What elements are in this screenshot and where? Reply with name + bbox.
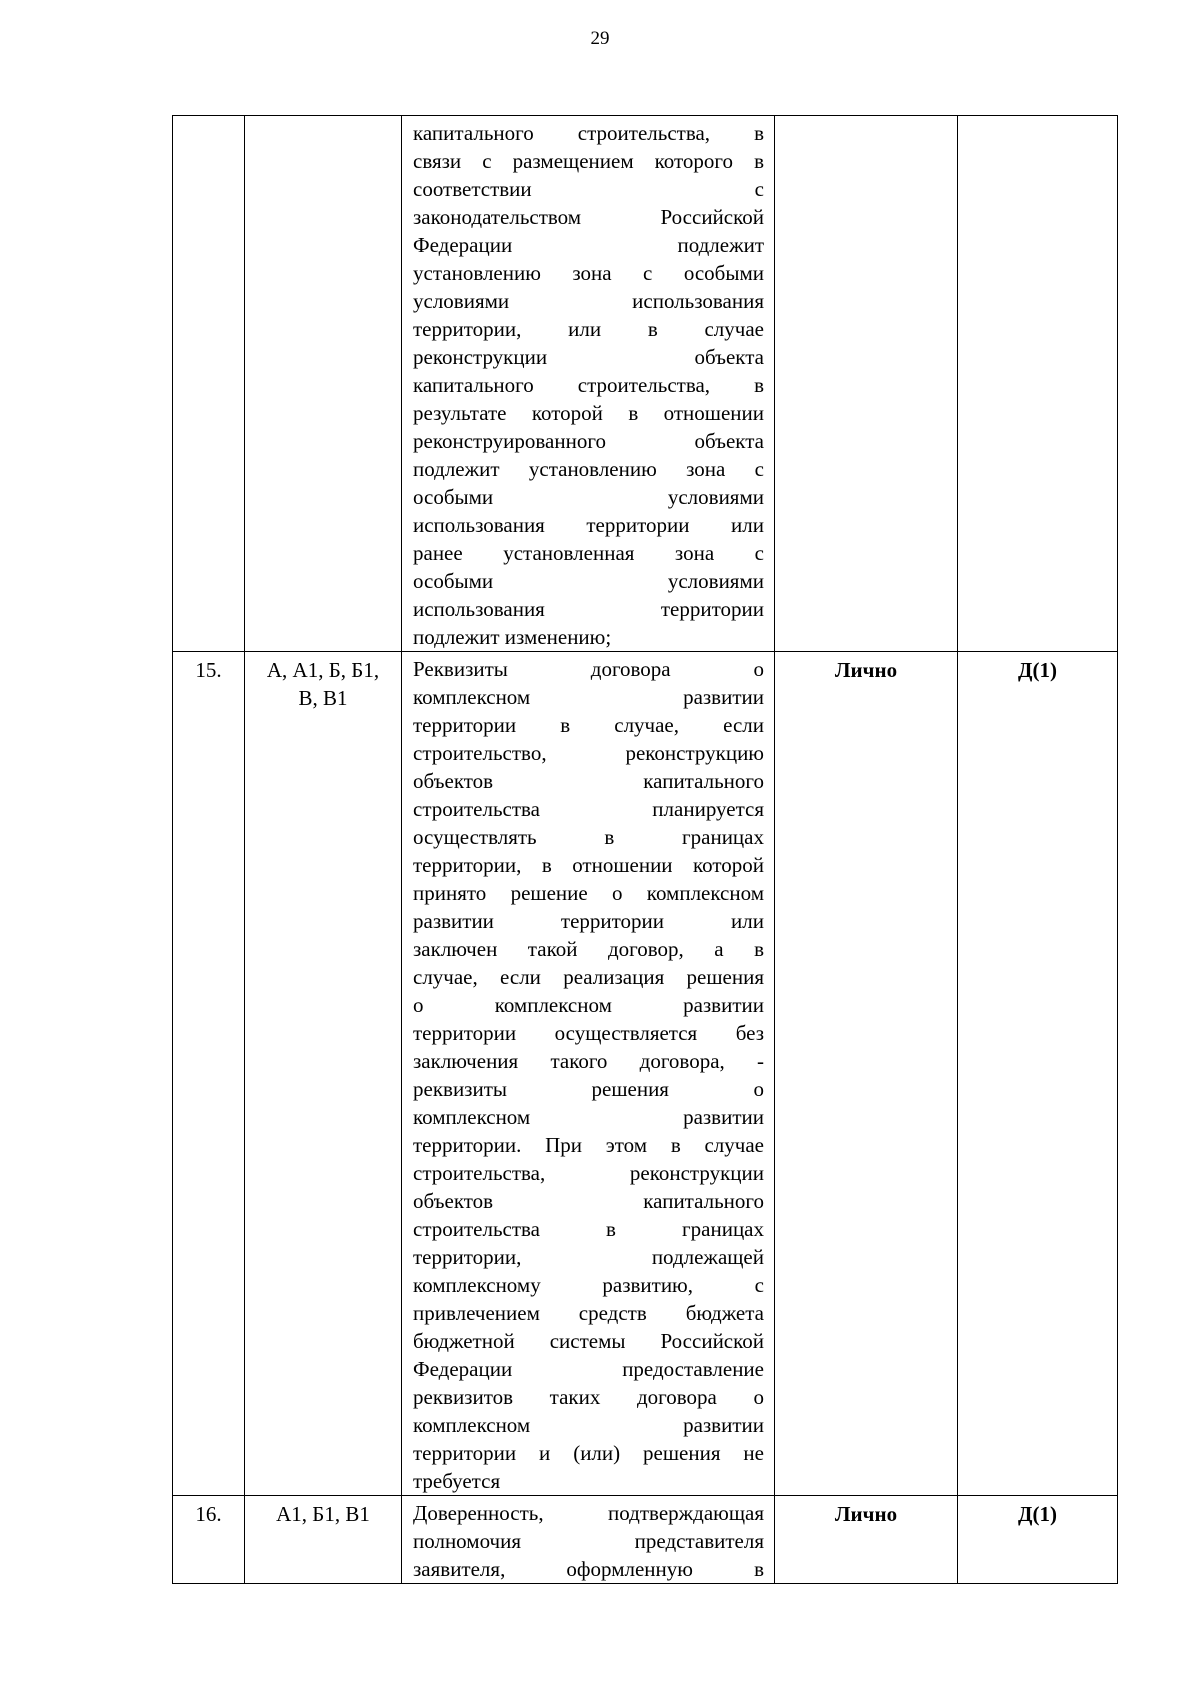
description-line: территории, или в случае — [413, 317, 764, 341]
description-line: принято решение о комплексном — [413, 881, 764, 905]
applicant-codes-line: А, А1, Б, Б1, — [266, 658, 380, 682]
description-line: территории в случае, если — [413, 713, 764, 737]
description-line: случае, если реализация решения — [413, 965, 764, 989]
description-line: Реквизиты договора о — [413, 657, 764, 681]
submission-method: Лично — [775, 1496, 958, 1584]
applicant-codes — [245, 116, 402, 652]
description-line: строительство, реконструкцию — [413, 741, 764, 765]
table-row — [173, 1496, 1118, 1584]
description-line: комплексному развитию, с — [413, 1273, 764, 1297]
table-row — [173, 652, 1118, 1496]
description-line: особыми условиями — [413, 569, 764, 593]
row-number: 16. — [173, 1496, 245, 1584]
description-line: заявителя, оформленную в — [413, 1557, 764, 1581]
description-line: комплексном развитии — [413, 685, 764, 709]
document-description — [402, 652, 775, 1496]
description-line: требуется — [413, 1469, 501, 1493]
description-line: бюджетной системы Российской — [413, 1329, 764, 1353]
description-line: территории и (или) решения не — [413, 1441, 764, 1465]
description-line: комплексном развитии — [413, 1413, 764, 1437]
description-line: реквизиты решения о — [413, 1077, 764, 1101]
description-line: осуществлять в границах — [413, 825, 764, 849]
description-line: объектов капитального — [413, 769, 764, 793]
page-number: 29 — [590, 28, 610, 49]
description-line: условиями использования — [413, 289, 764, 313]
description-line: строительства планируется — [413, 797, 764, 821]
description-line: о комплексном развитии — [413, 993, 764, 1017]
description-line: привлечением средств бюджета — [413, 1301, 764, 1325]
description-line: Доверенность, подтверждающая — [413, 1501, 764, 1525]
submission-method: Лично — [775, 652, 958, 1496]
applicant-codes — [245, 652, 402, 1496]
description-line: использования территории — [413, 597, 764, 621]
documents-table — [172, 115, 1118, 1584]
document-description — [402, 116, 775, 652]
applicant-codes-line: В, В1 — [298, 686, 348, 710]
description-line: территории, в отношении которой — [413, 853, 764, 877]
description-line: Федерации подлежит — [413, 233, 764, 257]
table-row — [173, 116, 1118, 652]
applicant-codes — [245, 1496, 402, 1584]
row-number: 15. — [173, 652, 245, 1496]
description-line: соответствии с — [413, 177, 764, 201]
description-line: реконструкции объекта — [413, 345, 764, 369]
description-line: реквизитов таких договора о — [413, 1385, 764, 1409]
description-line: использования территории или — [413, 513, 764, 537]
document-type: Д(1) — [958, 1496, 1118, 1584]
description-line: объектов капитального — [413, 1189, 764, 1213]
description-line: территории, подлежащей — [413, 1245, 764, 1269]
description-line: законодательством Российской — [413, 205, 764, 229]
description-line: заключен такой договор, а в — [413, 937, 764, 961]
description-line: строительства, реконструкции — [413, 1161, 764, 1185]
applicant-codes-line: А1, Б1, В1 — [276, 1502, 370, 1526]
description-line: комплексном развитии — [413, 1105, 764, 1129]
description-line: связи с размещением которого в — [413, 149, 764, 173]
row-number — [173, 116, 245, 652]
description-line: капитального строительства, в — [413, 121, 764, 145]
description-line: капитального строительства, в — [413, 373, 764, 397]
description-line: заключения такого договора, - — [413, 1049, 764, 1073]
description-line: результате которой в отношении — [413, 401, 764, 425]
submission-method — [775, 116, 958, 652]
description-line: территории. При этом в случае — [413, 1133, 764, 1157]
document-type — [958, 116, 1118, 652]
description-line: территории осуществляется без — [413, 1021, 764, 1045]
description-line: особыми условиями — [413, 485, 764, 509]
description-line: ранее установленная зона с — [413, 541, 764, 565]
description-line: подлежит установлению зона с — [413, 457, 764, 481]
description-line: установлению зона с особыми — [413, 261, 764, 285]
description-line: подлежит изменению; — [413, 625, 612, 649]
description-line: реконструированного объекта — [413, 429, 764, 453]
description-line: развитии территории или — [413, 909, 764, 933]
description-line: полномочия представителя — [413, 1529, 764, 1553]
description-line: строительства в границах — [413, 1217, 764, 1241]
description-line: Федерации предоставление — [413, 1357, 764, 1381]
document-type: Д(1) — [958, 652, 1118, 1496]
document-description — [402, 1496, 775, 1584]
